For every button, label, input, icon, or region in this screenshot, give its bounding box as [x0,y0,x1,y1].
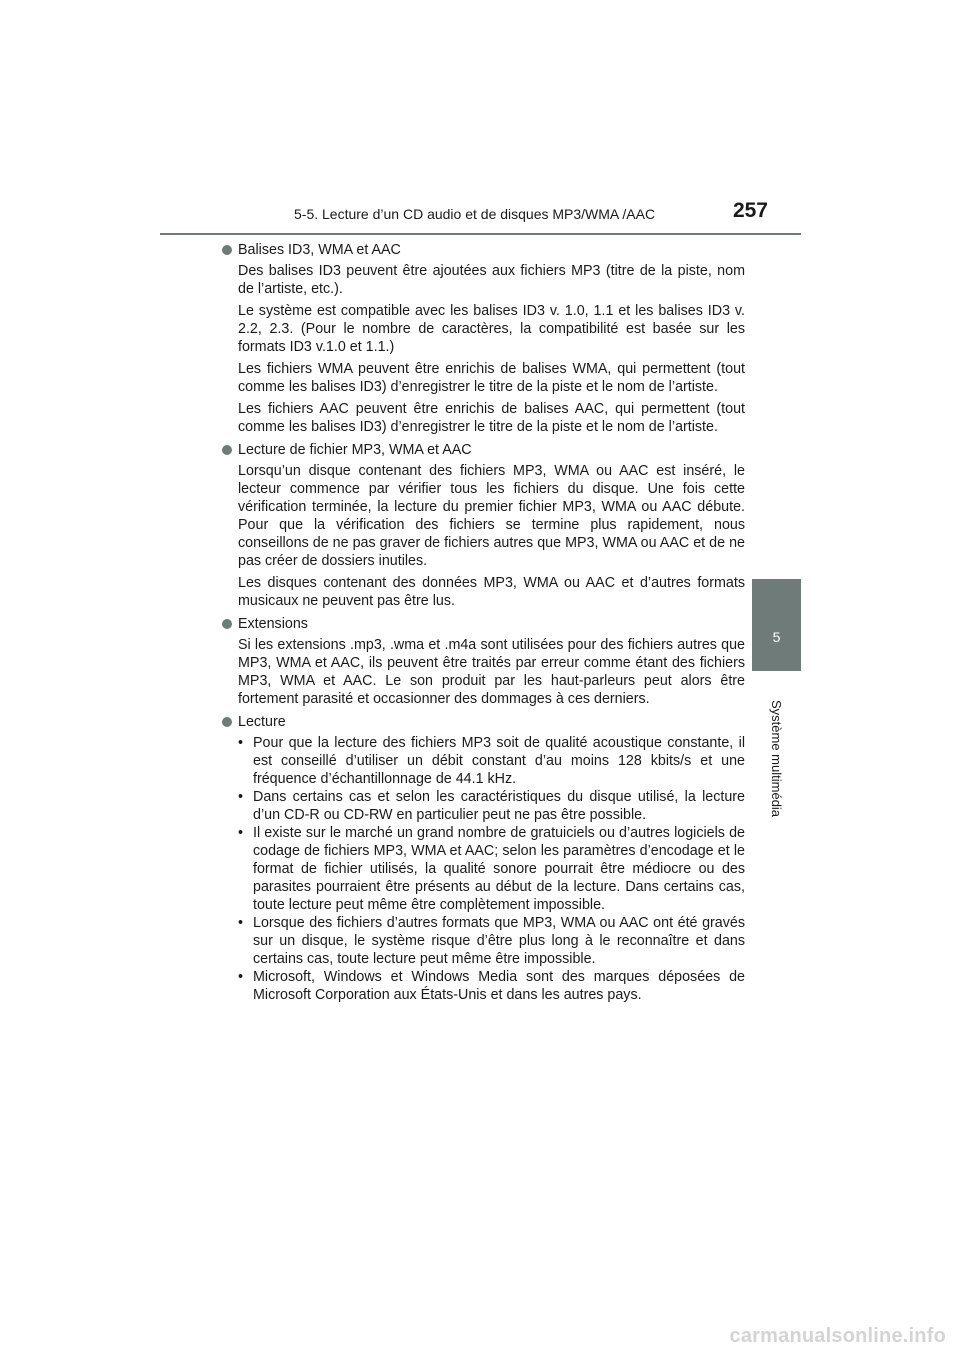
bullet-dot-icon [222,619,232,629]
paragraph: Des balises ID3 peuvent être ajoutées aux fichiers MP3 (titre de la piste, nom de l’artiste, etc.). [238,263,745,297]
section-file-playback [222,441,745,610]
small-bullet-icon: • [238,915,244,931]
section-title [222,713,745,731]
list-item-text: Pour que la lecture des fichiers MP3 soit de qualité acoustique constante, il est conseillé d’utiliser un débit constant d’au moins 128 kbits/s et une fréquence d’échantillonnage de 44.1 kHz. [253,735,745,787]
section-title-text: Extensions [238,616,308,632]
section-title [222,615,745,633]
list-item-text: Microsoft, Windows et Windows Media sont des marques déposées de Microsoft Corporation aux États-Unis et dans les autres pays. [253,969,745,1003]
small-bullet-icon: • [238,735,244,751]
list-item [238,914,745,968]
section-title-text: Lecture de fichier MP3, WMA et AAC [238,442,472,458]
list-item [238,734,745,788]
section-title-text: Lecture [238,714,286,730]
section-title [222,241,745,259]
list-item-text: Il existe sur le marché un grand nombre de gratuiciels ou d’autres logiciels de codage de fichiers MP3, WMA et AAC; selon les paramètres d’encodage et le format de fichier utilisés, la qualité sonore pourrait être médiocre ou des parasites pourraient être présents au début de la lecture. Dans certains cas, toute lecture peut même être complètement impossible. [253,825,745,913]
section-title [222,441,745,459]
list-item-text: Lorsque des fichiers d’autres formats que MP3, WMA ou AAC ont été gravés sur un disque, le système risque d’être plus long à le reconnaître et dans certains cas, toute lecture peut même être impossible. [253,915,745,967]
small-bullet-icon: • [238,825,244,841]
paragraph: Le système est compatible avec les balises ID3 v. 1.0, 1.1 et les balises ID3 v. 2.2, 2.3. (Pour le nombre de caractères, la compatibilité est basée sur les formats ID3 v.1.0 et 1.1.) [238,303,745,355]
section-playback [222,713,745,1004]
bullet-dot-icon [222,245,232,255]
section-extensions [222,615,745,708]
list-item [238,788,745,824]
small-bullet-icon: • [238,969,244,985]
section-title-text: Balises ID3, WMA et AAC [238,242,401,258]
running-header-title: 5-5. Lecture d’un CD audio et de disques MP3/WMA /AAC [294,206,656,222]
bullet-dot-icon [222,445,232,455]
list-item [238,824,745,914]
chapter-tab-number: 5 [772,629,781,645]
paragraph: Si les extensions .mp3, .wma et .m4a sont utilisées pour des fichiers autres que MP3, WMA et AAC, ils peuvent être traités par erreur comme étant des fichiers MP3, WMA et AAC. Le son produit par les haut-parleurs peut alors être fortement parasité et occasionner des dommages à ces derniers. [238,637,745,707]
list-item [238,968,745,1004]
small-bullet-icon: • [238,789,244,805]
section-id3-tags [222,241,745,436]
list-item-text: Dans certains cas et selon les caractéristiques du disque utilisé, la lecture d’un CD-R ou CD-RW en particulier peut ne pas être possible. [253,789,745,823]
page-body [222,241,745,1009]
page-number: 257 [732,199,768,222]
paragraph: Lorsqu’un disque contenant des fichiers MP3, WMA ou AAC est inséré, le lecteur commence par vérifier tous les fichiers du disque. Une fois cette vérification terminée, la lecture du premier fichier MP3, WMA ou AAC débute. Pour que la vérification des fichiers se termine plus rapidement, nous conseillons de ne pas graver de fichiers autres que MP3, WMA ou AAC et de ne pas créer de dossiers inutiles. [238,463,745,569]
header-divider [160,233,801,235]
chapter-tab-label: Système multimédia [769,700,784,818]
notes-list [238,734,745,1004]
bullet-dot-icon [222,717,232,727]
paragraph: Les disques contenant des données MP3, WMA ou AAC et d’autres formats musicaux ne peuvent pas être lus. [238,575,745,609]
watermark: carmanualsonline.info [729,1325,946,1347]
paragraph: Les fichiers AAC peuvent être enrichis de balises AAC, qui permettent (tout comme les balises ID3) d’enregistrer le titre de la piste et le nom de l’artiste. [238,401,745,435]
chapter-tab [752,579,801,671]
paragraph: Les fichiers WMA peuvent être enrichis de balises WMA, qui permettent (tout comme les balises ID3) d’enregistrer le titre de la piste et le nom de l’artiste. [238,361,745,395]
